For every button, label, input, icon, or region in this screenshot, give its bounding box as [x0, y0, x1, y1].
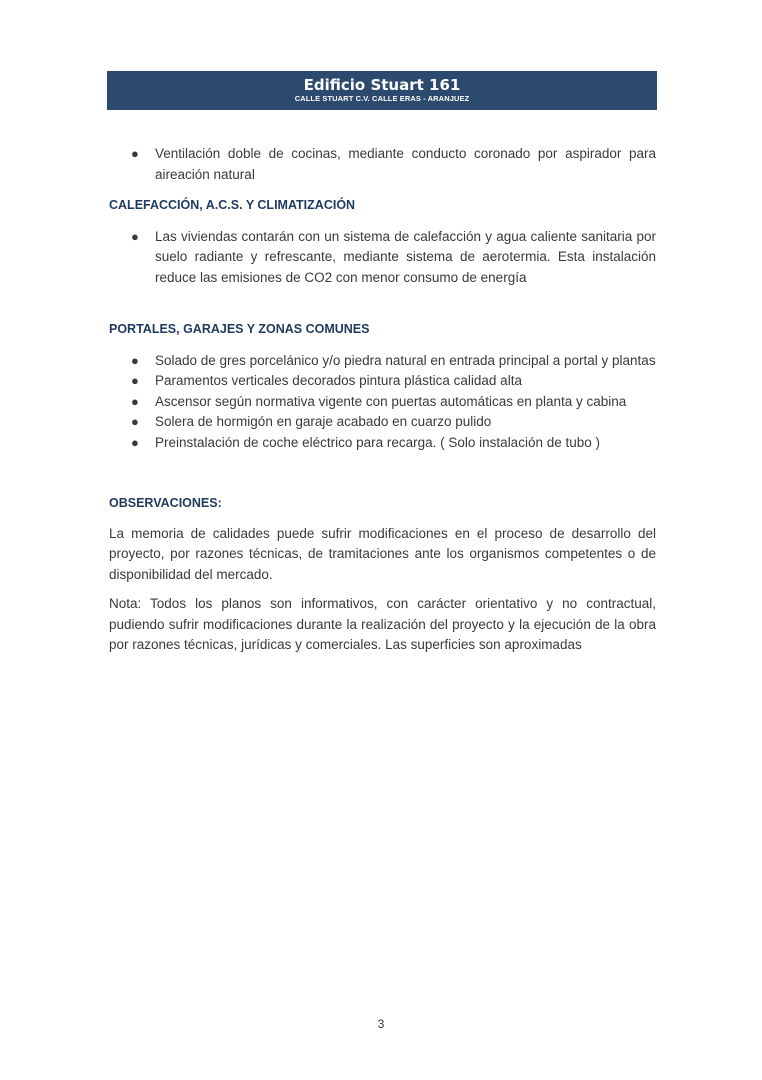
bullet-icon: ● — [131, 393, 139, 409]
list-item-text: Ventilación doble de cocinas, mediante conducto coronado por aspirador para aireación natural — [155, 146, 656, 182]
list-item — [109, 412, 656, 433]
intro-bullet-list — [109, 144, 656, 185]
list-item — [109, 433, 656, 454]
list-item-text: Preinstalación de coche eléctrico para recarga. ( Solo instalación de tubo ) — [155, 434, 600, 450]
list-item-text: Solera de hormigón en garaje acabado en cuarzo pulido — [155, 414, 492, 429]
note-paragraph: Nota: Todos los planos son informativos, con carácter orientativo y no contractual, pudiendo sufrir modificaciones durante la realización del proyecto y la ejecución de la obra por razones técnicas, jurídicas y comerciales. Las superficies son aproximadas — [109, 596, 656, 652]
list-item — [109, 144, 656, 185]
list-item — [109, 351, 656, 372]
bullet-icon: ● — [131, 352, 139, 368]
bullet-icon: ● — [131, 373, 139, 388]
section-heading-calefaccion: CALEFACCIÓN, A.C.S. Y CLIMATIZACIÓN — [109, 198, 356, 212]
header-subtitle: CALLE STUART C.V. CALLE ERAS - ARANJUEZ — [294, 94, 470, 103]
list-item — [109, 371, 656, 392]
list-item — [109, 392, 656, 413]
list-item-text: Paramentos verticales decorados pintura plástica calidad alta — [155, 373, 522, 388]
bullet-icon: ● — [131, 228, 139, 244]
bullet-icon: ● — [131, 146, 139, 161]
list-item-text: Solado de gres porcelánico y/o piedra natural en entrada principal a portal y plantas — [155, 352, 656, 368]
page-number: 3 — [377, 1017, 385, 1031]
list-item-text: Las viviendas contarán con un sistema de calefacción y agua caliente sanitaria por suelo radiante y refrescante, mediante sistema de aerotermia. Esta instalación reduce las emisiones de CO2 con menor consumo de energía — [155, 228, 656, 285]
list-item-text: Ascensor según normativa vigente con puertas automáticas en planta y cabina — [155, 393, 627, 409]
portales-bullet-list — [109, 351, 656, 454]
section-heading-observaciones: OBSERVACIONES: — [109, 496, 222, 510]
document-body — [109, 144, 656, 656]
bullet-icon: ● — [131, 414, 139, 429]
calefaccion-bullet-list — [109, 227, 656, 289]
header-title: Edificio Stuart 161 — [303, 76, 461, 94]
bullet-icon: ● — [131, 434, 139, 450]
list-item — [109, 227, 656, 289]
observations-paragraph: La memoria de calidades puede sufrir modificaciones en el proceso de desarrollo del proyecto, por razones técnicas, de tramitaciones ante los organismos competentes o de disponibilidad del mercado. — [109, 525, 656, 582]
page-header-banner — [107, 71, 657, 110]
section-heading-portales: PORTALES, GARAJES Y ZONAS COMUNES — [109, 322, 370, 336]
